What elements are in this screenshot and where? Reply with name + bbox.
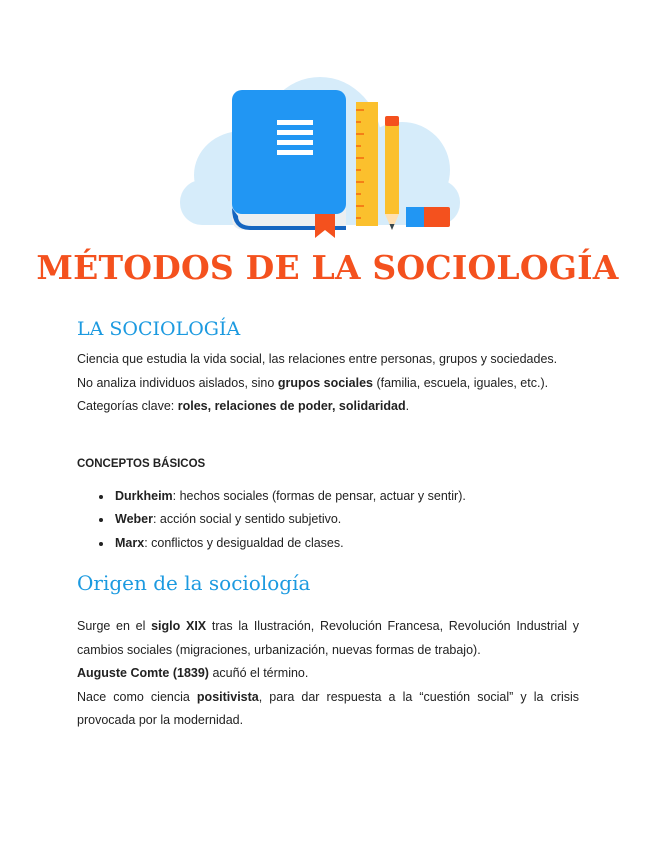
list-item: • Marx: conflictos y desigualdad de clases. (113, 532, 579, 556)
list-item: • Weber: acción social y sentido subjetivo. (113, 508, 579, 532)
pencil-icon (385, 116, 399, 230)
positivism-paragraph: Nace como ciencia positivista, para dar respuesta a la “cuestión social” y la crisis provocada por la modernidad. (77, 689, 580, 727)
definition-line: Ciencia que estudia la vida social, las relaciones entre personas, grupos y sociedades. (77, 352, 558, 366)
ruler-icon (356, 102, 378, 226)
origin-paragraph: Surge en el siglo XIX tras la Ilustración, Revolución Francesa, Revolución Industrial y cambios sociales (migraciones, urbanización, nuevas formas de trabajo). (77, 619, 579, 657)
section-heading-sociologia: LA SOCIOLOGÍA (77, 318, 241, 340)
groups-line: No analiza individuos aislados, sino grupos sociales (familia, escuela, iguales, etc.). (77, 375, 549, 390)
header-illustration (170, 70, 470, 245)
section-heading-origen: Origen de la sociología (77, 571, 311, 595)
concepts-list (77, 485, 579, 556)
book-icon (232, 90, 346, 230)
page-title: MÉTODOS DE LA SOCIOLOGÍA (36, 248, 619, 287)
categories-line: Categorías clave: roles, relaciones de poder, solidaridad. (77, 399, 410, 413)
eraser-icon (406, 207, 450, 227)
bookmark-icon (315, 214, 335, 238)
concepts-heading: CONCEPTOS BÁSICOS (77, 457, 206, 470)
list-item: • Durkheim: hechos sociales (formas de pensar, actuar y sentir). (113, 485, 579, 509)
document-body (77, 318, 579, 733)
comte-line: Auguste Comte (1839) acuñó el término. (77, 666, 309, 680)
